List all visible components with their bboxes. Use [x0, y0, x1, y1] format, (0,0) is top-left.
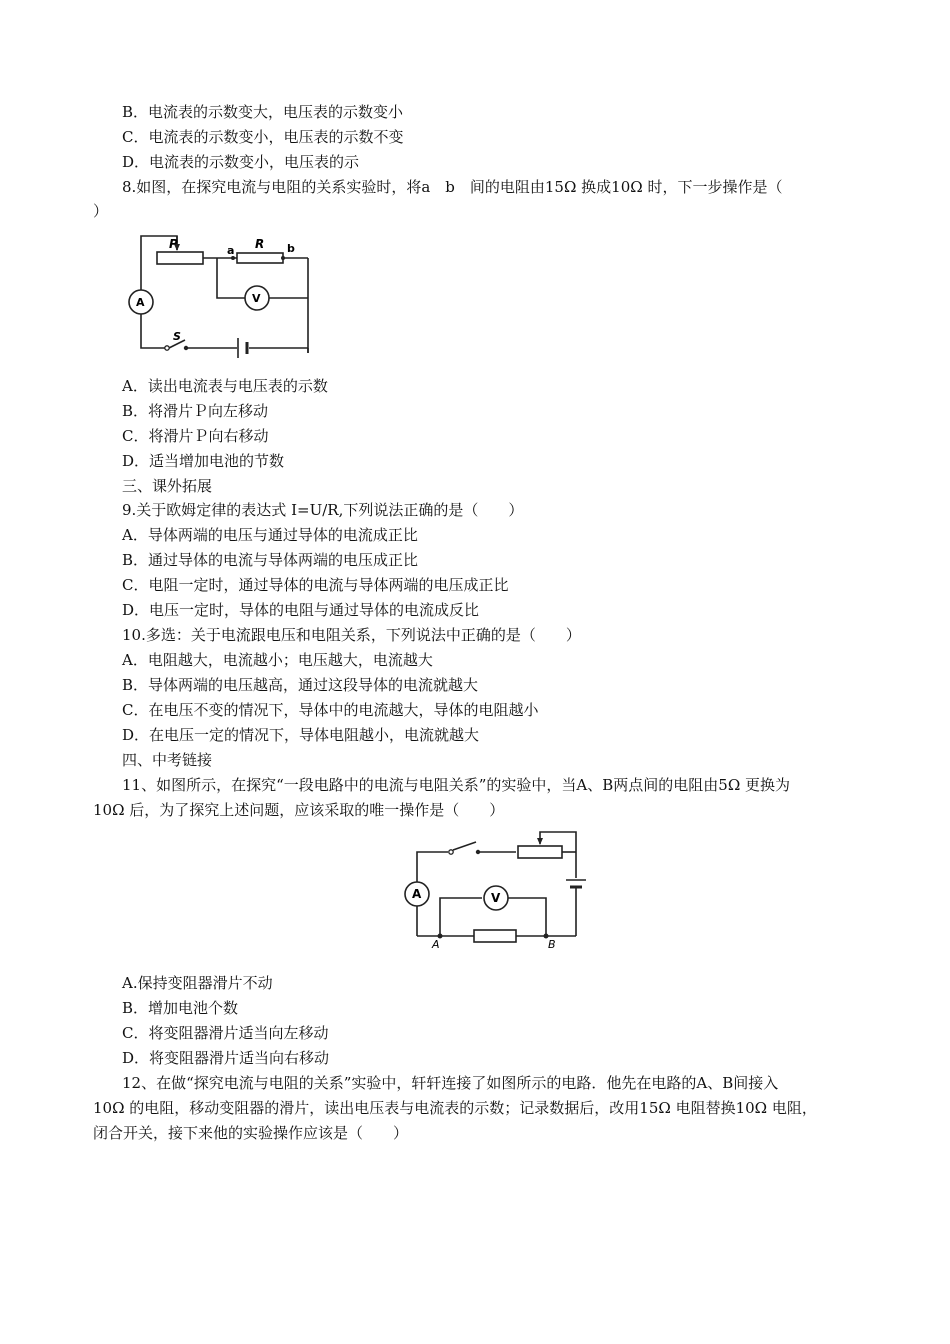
q11-option-d: D．将变阻器滑片适当向右移动	[122, 1049, 330, 1067]
q8-label-voltmeter: V	[252, 292, 261, 305]
q8-resistor-r	[237, 253, 283, 263]
q8-option-a: A．读出电流表与电压表的示数	[122, 377, 328, 395]
q10-stem: 10.多选：关于电流跟电压和电阻关系，下列说法中正确的是（ ）	[122, 626, 581, 644]
q8-label-b: b	[287, 242, 295, 255]
q12-stem-cont-1: 10Ω 的电阻，移动变阻器的滑片，读出电压表与电流表的示数；记录数据后，改用15Ω 电阻替换10Ω 电阻，	[93, 1099, 817, 1117]
q9-stem: 9.关于欧姆定律的表达式 I=U/R,下列说法正确的是（ ）	[122, 501, 524, 519]
q8-label-switch: S	[173, 330, 181, 343]
q7-option-b: B．电流表的示数变大，电压表的示数变小	[122, 103, 404, 121]
q11-label-voltmeter: V	[491, 891, 501, 905]
q11-label-point-b: B	[548, 938, 556, 951]
q10-option-a: A．电阻越大，电流越小；电压越大，电流越大	[122, 651, 433, 669]
q8-circuit-diagram	[125, 228, 315, 358]
q8-option-c: C．将滑片Ｐ向右移动	[122, 427, 269, 445]
q8-rheostat-body	[157, 252, 203, 264]
q9-option-a: A．导体两端的电压与通过导体的电流成正比	[122, 526, 418, 544]
q11-stem: 11、如图所示，在探究“一段电路中的电流与电阻关系”的实验中，当A、B两点间的电阻由5Ω 更换为	[122, 776, 791, 794]
q11-label-point-a: A	[432, 938, 440, 951]
q11-option-b: B．增加电池个数	[122, 999, 239, 1017]
q11-resistor	[474, 930, 516, 942]
q8-option-b: B．将滑片Ｐ向左移动	[122, 402, 269, 420]
q12-stem: 12、在做“探究电流与电阻的关系”实验中，轩轩连接了如图所示的电路．他先在电路的A、B间接入	[122, 1074, 779, 1092]
q8-label-ammeter: A	[136, 296, 145, 309]
q11-rheostat-body	[518, 846, 562, 858]
section-4-heading: 四、中考链接	[122, 751, 213, 769]
q8-stem-cont: ）	[93, 202, 109, 220]
q7-option-c: C．电流表的示数变小，电压表的示数不变	[122, 128, 404, 146]
q9-option-b: B．通过导体的电流与导体两端的电压成正比	[122, 551, 419, 569]
q11-stem-cont: 10Ω 后，为了探究上述问题，应该采取的唯一操作是（ ）	[93, 801, 505, 819]
q10-option-d: D．在电压一定的情况下，导体电阻越小，电流就越大	[122, 726, 480, 744]
q8-label-p: P	[169, 237, 178, 251]
q8-label-r: R	[255, 237, 265, 251]
q10-option-c: C．在电压不变的情况下，导体中的电流越大，导体的电阻越小	[122, 701, 539, 719]
q8-stem: 8.如图，在探究电流与电阻的关系实验时，将a b 间的电阻由15Ω 换成10Ω 时，下一步操作是（	[122, 178, 783, 196]
q11-circuit-diagram	[400, 828, 600, 950]
q8-option-d: D．适当增加电池的节数	[122, 452, 285, 470]
q8-label-a: a	[227, 244, 235, 257]
q9-option-c: C．电阻一定时，通过导体的电流与导体两端的电压成正比	[122, 576, 509, 594]
q11-label-ammeter: A	[412, 887, 422, 901]
q9-option-d: D．电压一定时，导体的电阻与通过导体的电流成反比	[122, 601, 480, 619]
section-3-heading: 三、课外拓展	[122, 477, 213, 495]
q11-option-c: C．将变阻器滑片适当向左移动	[122, 1024, 329, 1042]
q10-option-b: B．导体两端的电压越高，通过这段导体的电流就越大	[122, 676, 479, 694]
q7-option-d: D．电流表的示数变小，电压表的示	[122, 153, 360, 171]
q12-stem-cont-2: 闭合开关，接下来他的实验操作应该是（ ）	[93, 1124, 409, 1142]
q11-option-a: A.保持变阻器滑片不动	[122, 974, 273, 992]
